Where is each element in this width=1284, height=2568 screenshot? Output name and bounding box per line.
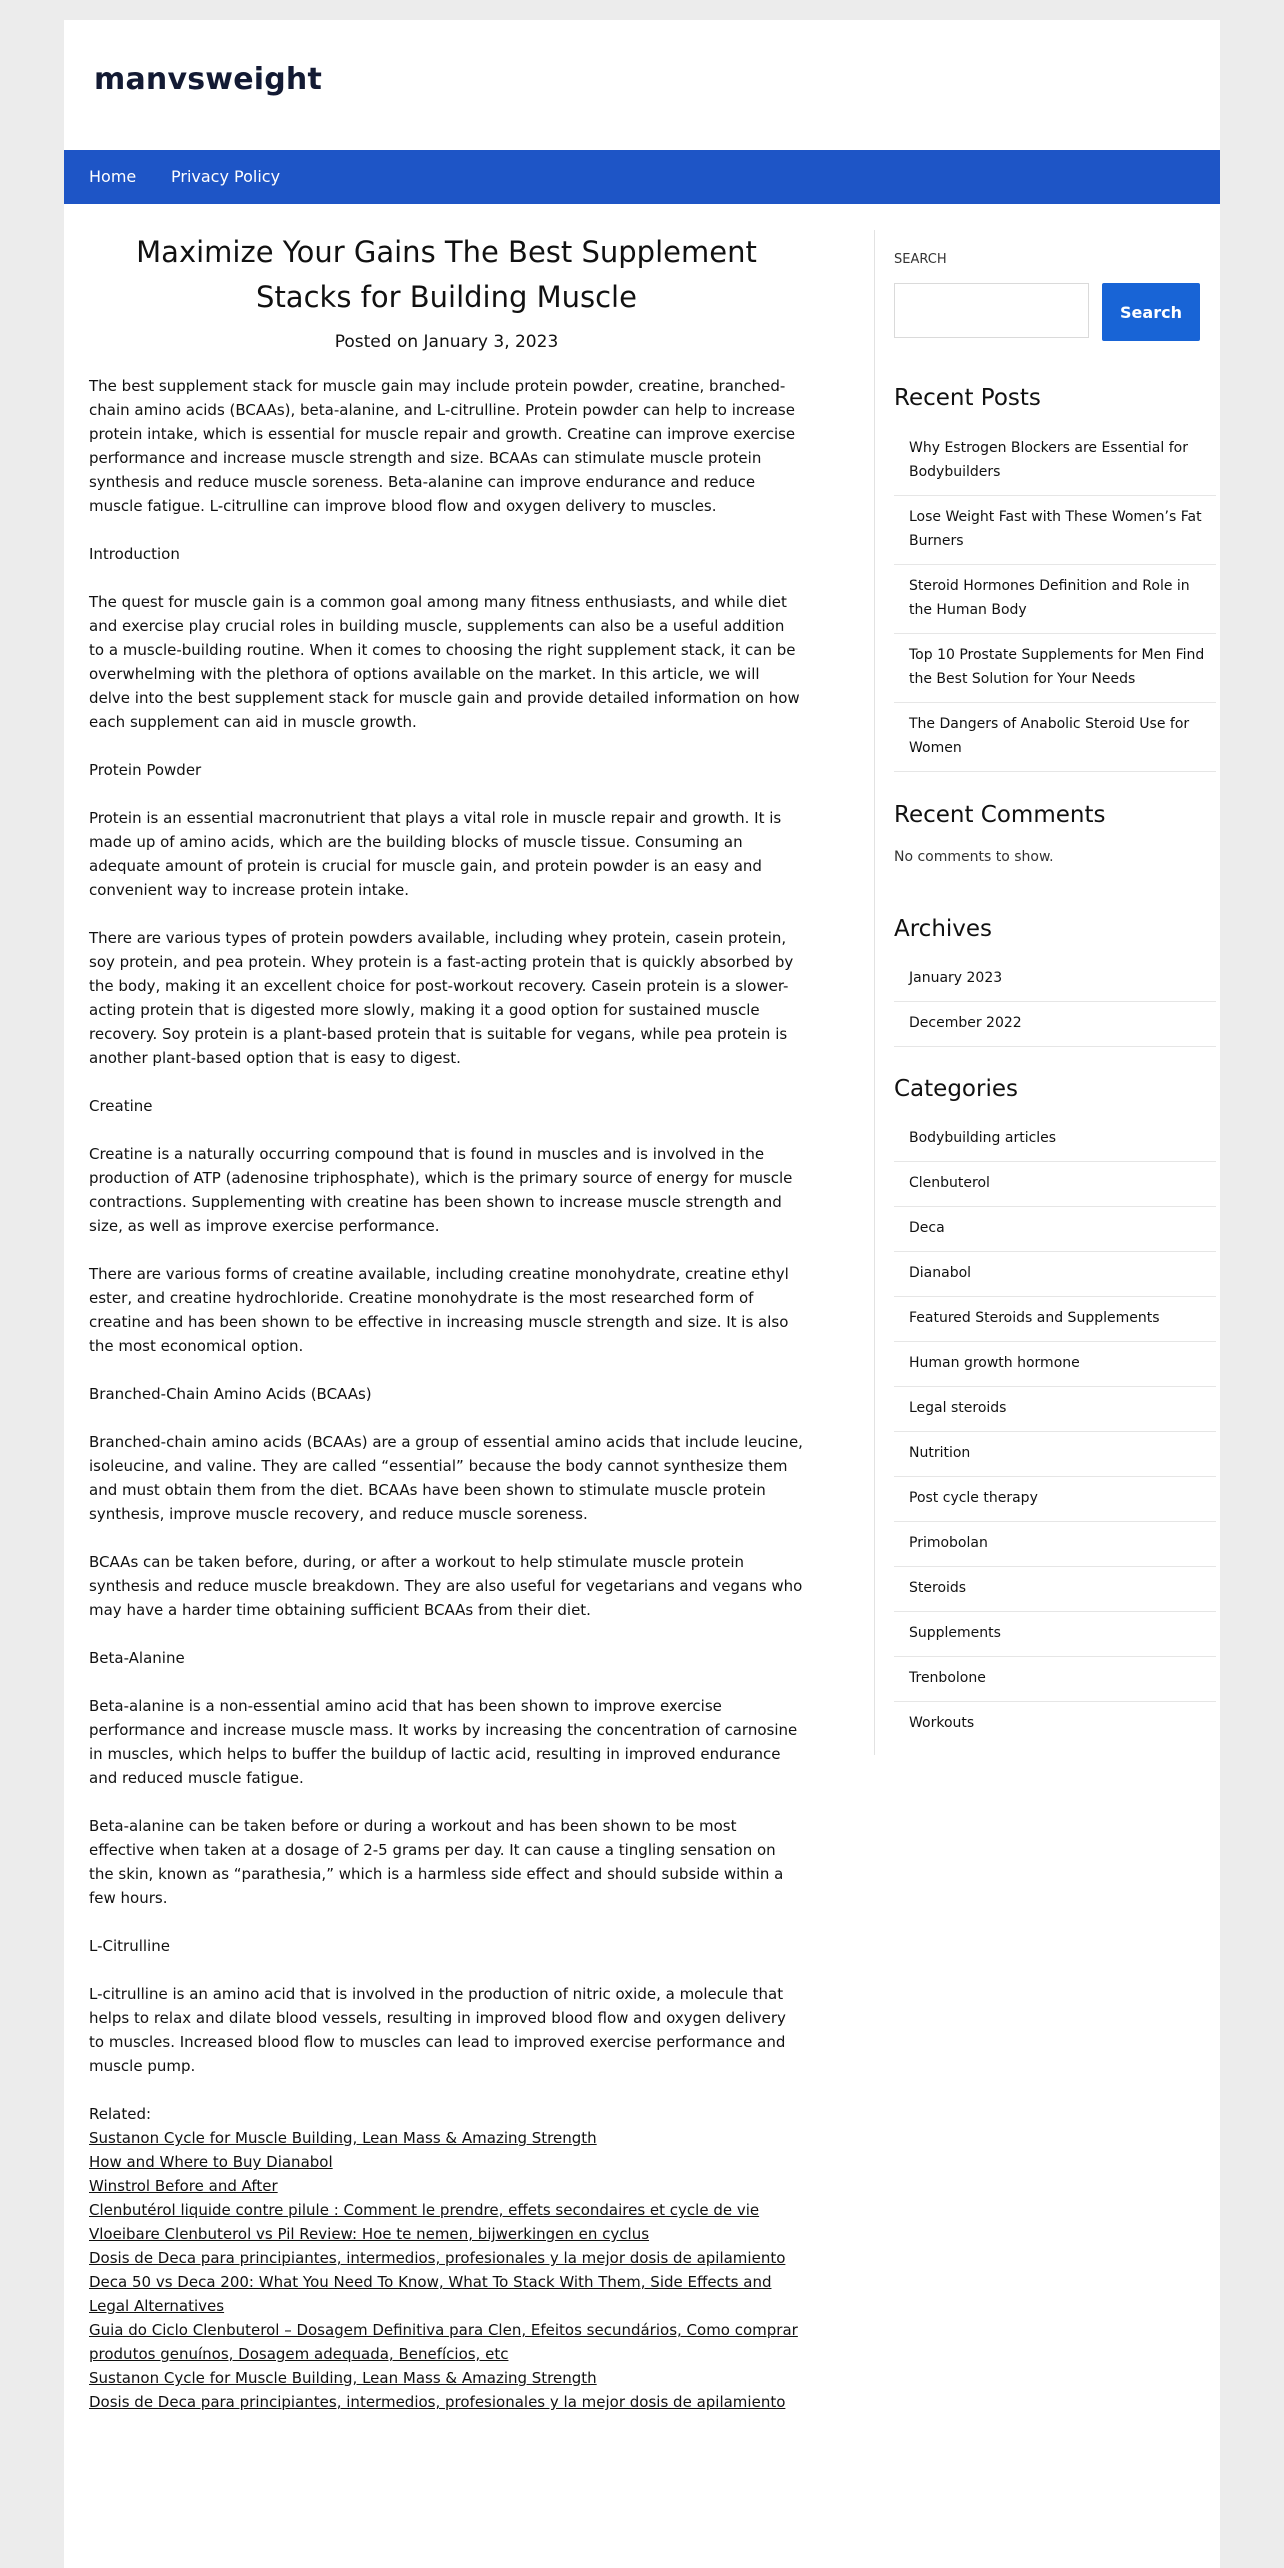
recent-post-link[interactable]: Lose Weight Fast with These Women’s Fat Burners: [909, 509, 1202, 549]
paragraph: Beta-alanine can be taken before or during a workout and has been shown to be most effective when taken at a dosage of 2-5 grams per day. It can cause a tingling sensation on the skin, known as “parathesia,” which is a harmless side effect and should subside within a few hours.: [89, 1817, 784, 1907]
list-item: [894, 1297, 1216, 1342]
category-link[interactable]: Legal steroids: [909, 1400, 1007, 1416]
category-link[interactable]: Steroids: [909, 1580, 967, 1596]
category-link[interactable]: Primobolan: [909, 1535, 988, 1551]
paragraph: Protein is an essential macronutrient that plays a vital role in muscle repair and growth. It is made up of amino acids, which are the building blocks of muscle tissue. Consuming an adequate amount of protein is crucial for muscle gain, and protein powder is an easy and convenient way to increase protein intake.: [89, 809, 782, 899]
category-link[interactable]: Deca: [909, 1220, 945, 1236]
no-comments-text: No comments to show.: [894, 849, 1054, 865]
nav-link-home[interactable]: Home: [89, 167, 137, 186]
list-item: [894, 634, 1216, 703]
paragraph: Branched-chain amino acids (BCAAs) are a group of essential amino acids that include leucine, isoleucine, and valine. They are called “essential” because the body cannot synthesize them and must obtain them from the diet. BCAAs have been shown to stimulate muscle protein synthesis, improve muscle recovery, and reduce muscle soreness.: [89, 1433, 803, 1523]
section-heading-beta-alanine: Beta-Alanine: [89, 1649, 185, 1667]
related-label: Related:: [89, 2105, 152, 2123]
list-item: [894, 1567, 1216, 1612]
list-item: [894, 1002, 1216, 1047]
recent-posts-list: [894, 427, 1216, 772]
recent-post-link[interactable]: The Dangers of Anabolic Steroid Use for Women: [909, 716, 1190, 756]
list-item: [894, 1117, 1216, 1162]
post-date: Posted on January 3, 2023: [334, 332, 559, 352]
related-link[interactable]: Sustanon Cycle for Muscle Building, Lean Mass & Amazing Strength: [89, 2369, 597, 2387]
related-link[interactable]: Clenbutérol liquide contre pilule : Comment le prendre, effets secondaires et cycle de vie: [89, 2201, 760, 2219]
section-heading-l-citrulline: L-Citrulline: [89, 1937, 170, 1955]
list-item: [894, 1522, 1216, 1567]
related-link[interactable]: Dosis de Deca para principiantes, intermedios, profesionales y la mejor dosis de apilamiento: [89, 2249, 786, 2267]
related-link[interactable]: Winstrol Before and After: [89, 2177, 278, 2195]
category-link[interactable]: Workouts: [909, 1715, 975, 1731]
paragraph-intro: The best supplement stack for muscle gain may include protein powder, creatine, branched-chain amino acids (BCAAs), beta-alanine, and L-citrulline. Protein powder can help to increase protein intake, which is essential for muscle repair and growth. Creatine can improve exercise performance and increase muscle strength and size. BCAAs can stimulate muscle protein synthesis and reduce muscle soreness. Beta-alanine can improve endurance and reduce muscle fatigue. L-citrulline can improve blood flow and oxygen delivery to muscles.: [89, 377, 796, 515]
list-item: [894, 1207, 1216, 1252]
recent-comments-title: Recent Comments: [894, 802, 1106, 828]
list-item: [894, 1702, 1216, 1747]
related-link[interactable]: Dosis de Deca para principiantes, intermedios, profesionales y la mejor dosis de apilamiento: [89, 2393, 786, 2411]
section-heading-introduction: Introduction: [89, 545, 180, 563]
related-link[interactable]: How and Where to Buy Dianabol: [89, 2153, 333, 2171]
section-heading-bcaas: Branched-Chain Amino Acids (BCAAs): [89, 1385, 372, 1403]
list-item: [894, 1342, 1216, 1387]
main-navigation: [64, 150, 1220, 204]
nav-link-privacy-policy[interactable]: Privacy Policy: [171, 167, 281, 186]
paragraph: The quest for muscle gain is a common goal among many fitness enthusiasts, and while diet and exercise play crucial roles in building muscle, supplements can also be a useful addition to a muscle-building routine. When it comes to choosing the right supplement stack, it can be overwhelming with the plethora of options available on the market. In this article, we will delve into the best supplement stack for muscle gain and provide detailed information on how each supplement can aid in muscle growth.: [89, 593, 800, 731]
search-label: SEARCH: [894, 252, 947, 267]
paragraph: There are various types of protein powders available, including whey protein, casein protein, soy protein, and pea protein. Whey protein is a fast-acting protein that is quickly absorbed by the body, making it an excellent choice for post-workout recovery. Casein protein is a slower-acting protein that is digested more slowly, making it a good option for sustained muscle recovery. Soy protein is a plant-based protein that is suitable for vegans, while pea protein is another plant-based option that is easy to digest.: [89, 929, 794, 1067]
site-header: [64, 20, 1220, 150]
paragraph: L-citrulline is an amino acid that is involved in the production of nitric oxide, a molecule that helps to relax and dilate blood vessels, resulting in improved blood flow and oxygen delivery to muscles. Increased blood flow to muscles can lead to improved exercise performance and muscle pump.: [89, 1985, 786, 2075]
recent-post-link[interactable]: Top 10 Prostate Supplements for Men Find the Best Solution for Your Needs: [909, 647, 1205, 687]
article-body: [89, 374, 804, 2414]
page-container: [64, 20, 1220, 2568]
category-link[interactable]: Supplements: [909, 1625, 1001, 1641]
paragraph: Beta-alanine is a non-essential amino acid that has been shown to improve exercise performance and increase muscle mass. It works by increasing the concentration of carnosine in muscles, which helps to buffer the buildup of lactic acid, resulting in improved endurance and reduced muscle fatigue.: [89, 1697, 798, 1787]
category-link[interactable]: Post cycle therapy: [909, 1490, 1038, 1506]
list-item: [894, 703, 1216, 772]
categories-title: Categories: [894, 1076, 1018, 1102]
list-item: [894, 1387, 1216, 1432]
list-item: [894, 1252, 1216, 1297]
list-item: [894, 1657, 1216, 1702]
recent-posts-title: Recent Posts: [894, 385, 1041, 411]
search-input[interactable]: [894, 283, 1089, 338]
archive-link[interactable]: December 2022: [909, 1015, 1022, 1031]
article: [89, 230, 804, 2414]
category-link[interactable]: Nutrition: [909, 1445, 971, 1461]
paragraph: BCAAs can be taken before, during, or after a workout to help stimulate muscle protein synthesis and reduce muscle breakdown. They are also useful for vegetarians and vegans who may have a harder time obtaining sufficient BCAAs from their diet.: [89, 1553, 803, 1619]
archives-title: Archives: [894, 916, 993, 942]
archives-list: [894, 957, 1216, 1047]
category-link[interactable]: Bodybuilding articles: [909, 1130, 1057, 1146]
category-link[interactable]: Featured Steroids and Supplements: [909, 1310, 1160, 1326]
section-heading-protein-powder: Protein Powder: [89, 761, 202, 779]
list-item: [894, 427, 1216, 496]
category-link[interactable]: Dianabol: [909, 1265, 972, 1281]
list-item: [894, 1477, 1216, 1522]
list-item: [894, 496, 1216, 565]
related-link[interactable]: Sustanon Cycle for Muscle Building, Lean Mass & Amazing Strength: [89, 2129, 597, 2147]
paragraph: There are various forms of creatine available, including creatine monohydrate, creatine ethyl ester, and creatine hydrochloride. Creatine monohydrate is the most researched form of creatine and has been shown to be effective in increasing muscle strength and size. It is also the most economical option.: [89, 1265, 789, 1355]
paragraph: Creatine is a naturally occurring compound that is found in muscles and is involved in the production of ATP (adenosine triphosphate), which is the primary source of energy for muscle contractions. Supplementing with creatine has been shown to increase muscle strength and size, as well as improve exercise performance.: [89, 1145, 793, 1235]
list-item: [894, 1432, 1216, 1477]
recent-post-link[interactable]: Why Estrogen Blockers are Essential for Bodybuilders: [909, 440, 1188, 480]
recent-post-link[interactable]: Steroid Hormones Definition and Role in the Human Body: [909, 578, 1190, 618]
list-item: [894, 565, 1216, 634]
related-link[interactable]: Guia do Ciclo Clenbuterol – Dosagem Definitiva para Clen, Efeitos secundários, Como comprar produtos genuínos, Dosagem adequada, Benefícios, etc: [89, 2321, 798, 2363]
section-heading-creatine: Creatine: [89, 1097, 153, 1115]
related-link[interactable]: Vloeibare Clenbuterol vs Pil Review: Hoe te nemen, bijwerkingen en cyclus: [89, 2225, 650, 2243]
category-link[interactable]: Trenbolone: [909, 1670, 986, 1686]
category-link[interactable]: Human growth hormone: [909, 1355, 1080, 1371]
related-links: [89, 2102, 804, 2414]
related-link[interactable]: Deca 50 vs Deca 200: What You Need To Know, What To Stack With Them, Side Effects and Legal Alternatives: [89, 2273, 772, 2315]
categories-list: [894, 1117, 1216, 1747]
archive-link[interactable]: January 2023: [909, 970, 1003, 986]
article-title: Maximize Your Gains The Best Supplement Stacks for Building Muscle: [136, 235, 757, 314]
site-title[interactable]: manvsweight: [94, 62, 322, 97]
list-item: [894, 1162, 1216, 1207]
list-item: [894, 1612, 1216, 1657]
list-item: [894, 957, 1216, 1002]
sidebar: [874, 230, 1221, 1755]
search-button[interactable]: Search: [1102, 283, 1200, 341]
category-link[interactable]: Clenbuterol: [909, 1175, 990, 1191]
